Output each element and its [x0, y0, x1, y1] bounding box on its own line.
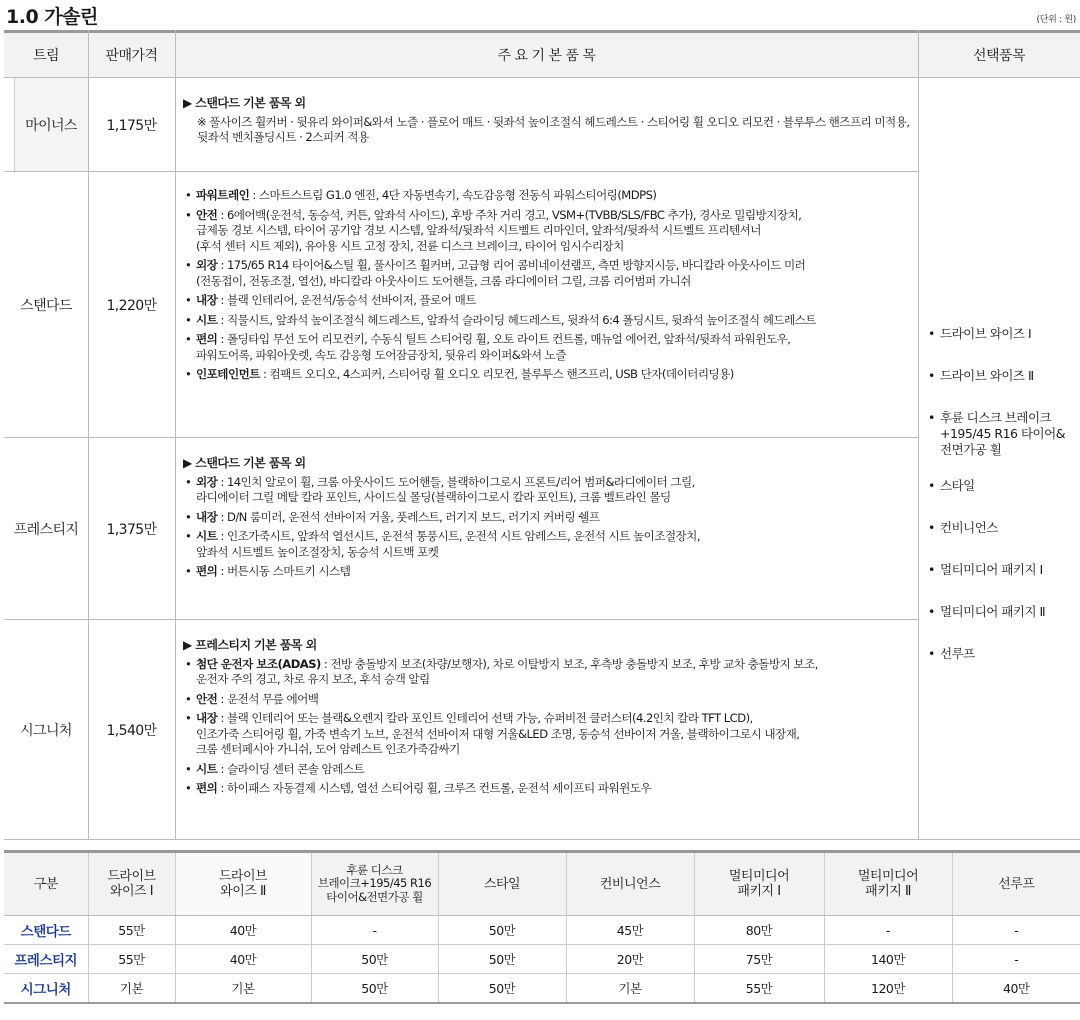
col-header: 드라이브 와이즈 Ⅱ [175, 852, 311, 916]
col-header: 선루프 [952, 852, 1080, 916]
col-header: 멀티미디어 패키지 Ⅱ [824, 852, 952, 916]
trim-name: 시그니처 [20, 722, 72, 739]
price-cell: 50만 [438, 974, 566, 1003]
exclusion-note: ※ 풀사이즈 휠커버 · 뒷유리 와이퍼&와셔 노즐 · 플로어 매트 · 뒷좌석 높이조절식 헤드레스트 · 스티어링 휠 오디오 리모컨 · 블루투스 핸즈프리 미적용, 뒷좌석 벤치폴딩시트 · 2스피커 적용 [197, 114, 910, 144]
option-item: • 스타일 [928, 478, 1065, 494]
row-trim: 시그니처 [4, 974, 88, 1003]
price-cell: 55만 [694, 974, 824, 1003]
spec-item: • 인포테인먼트 : 컴팩트 오디오, 4스피커, 스티어링 휠 오디오 리모컨, 블루투스 핸즈프리, USB 단자(데이터리딩용) [183, 367, 918, 383]
option-price-table [4, 850, 1080, 1004]
price-cell: 20만 [566, 945, 694, 974]
table-row [4, 916, 1080, 945]
col-header: 후륜 디스크 브레이크+195/45 R16 타이어&전면가공 휠 [311, 852, 438, 916]
divider [918, 30, 919, 840]
divider [88, 30, 89, 840]
spec-item: • 파워트레인 : 스마트스트림 G1.0 엔진, 4단 자동변속기, 속도감응형 전동식 파워스티어링(MDPS) [183, 188, 918, 204]
table-row [4, 945, 1080, 974]
header-price: 판매가격 [105, 48, 158, 64]
price-cell: 50만 [438, 945, 566, 974]
price-cell: 50만 [311, 945, 438, 974]
trim-price: 1,175만 [106, 117, 157, 134]
option-item: • 후륜 디스크 브레이크 +195/45 R16 타이어& 전면가공 휠 [928, 410, 1065, 458]
price-cell: 55만 [88, 916, 175, 945]
header-trim: 트림 [32, 48, 60, 64]
price-cell: 80만 [694, 916, 824, 945]
price-cell: - [952, 945, 1080, 974]
header-options: 선택품목 [972, 48, 1026, 64]
spec-item: • 첨단 운전자 보조(ADAS) : 전방 충돌방지 보조(차량/보행자), 차로 이탈방지 보조, 후측방 충돌방지 보조, 후방 교차 충돌방지 보조, 운전자 주의 경고, 차로 유지 보조, 후석 승객 알림 [183, 657, 918, 688]
col-header: 스타일 [438, 852, 566, 916]
spec-item: • 시트 : 슬라이딩 센터 콘솔 암레스트 [183, 762, 918, 778]
price-cell: 50만 [311, 974, 438, 1003]
spec-item: • 외장 : 14인치 알로이 휠, 크롬 아웃사이드 도어핸들, 블랙하이그로시 프론트/리어 범퍼&라디에이터 그릴, 라디에이터 그릴 메탈 칼라 포인트, 사이드실 몰딩(블랙하이그로시 칼라 포인트), 크롬 벨트라인 몰딩 [183, 475, 918, 506]
spec-item: • 시트 : 직물시트, 앞좌석 높이조절식 헤드레스트, 앞좌석 슬라이딩 헤드레스트, 뒷좌석 6:4 폴딩시트, 뒷좌석 높이조절식 헤드레스트 [183, 313, 918, 329]
trim-price: 1,540만 [106, 722, 157, 739]
col-header: 드라이브 와이즈 Ⅰ [88, 852, 175, 916]
sub-heading: ▶ 프레스티지 기본 품목 외 [183, 638, 317, 652]
trim-content [175, 438, 918, 619]
trim-content [175, 172, 918, 437]
option-item: • 멀티미디어 패키지 Ⅰ [928, 562, 1065, 578]
sub-heading: ▶ 스탠다드 기본 품목 외 [183, 456, 306, 470]
price-cell: 40만 [175, 916, 311, 945]
table-row [4, 974, 1080, 1003]
price-cell: 50만 [438, 916, 566, 945]
page-title: 1.0 가솔린 [6, 6, 98, 28]
trim-price: 1,220만 [106, 297, 157, 314]
price-cell: 기본 [88, 974, 175, 1003]
spec-item: • 내장 : D/N 룸미러, 운전석 선바이저 거울, 풋레스트, 러기지 보드, 러기지 커버링 쉘프 [183, 510, 918, 526]
row-trim: 프레스티지 [4, 945, 88, 974]
spec-item: • 시트 : 인조가죽시트, 앞좌석 열선시트, 운전석 통풍시트, 운전석 시트 암레스트, 운전석 시트 높이조절장치, 앞좌석 시트벨트 높이조절장치, 동승석 시트백 포켓 [183, 529, 918, 560]
spec-item: • 내장 : 블랙 인테리어, 운전석/동승석 선바이저, 플로어 매트 [183, 293, 918, 309]
price-cell: 120만 [824, 974, 952, 1003]
trim-name: 프레스티지 [13, 521, 79, 538]
row-trim: 스탠다드 [4, 916, 88, 945]
option-item: • 멀티미디어 패키지 Ⅱ [928, 604, 1065, 620]
col-header: 구분 [4, 852, 88, 916]
option-item: • 선루프 [928, 646, 1065, 662]
price-cell: 45만 [566, 916, 694, 945]
unit-label: (단위 : 원) [1036, 15, 1076, 25]
spec-item: • 내장 : 블랙 인테리어 또는 블랙&오렌지 칼라 포인트 인테리어 선택 가능, 슈퍼비전 클러스터(4.2인치 칼라 TFT LCD), 인조가죽 스티어링 휠, 가죽 변속기 노브, 운전석 선바이저 대형 거울&LED 조명, 동승석 선바이저 거울, 블랙하이그로시 내장재, 크롬 센터페시아 가니쉬, 도어 암레스트 인조가죽감싸기 [183, 711, 918, 758]
spec-item: • 안전 : 6에어백(운전석, 동승석, 커튼, 앞좌석 사이드), 후방 주차 거리 경고, VSM+(TVBB/SLS/FBC 추가), 경사로 밀림방지장치, 급제동 경보 시스템, 타이어 공기압 경보 시스템, 앞좌석/뒷좌석 시트벨트 리마인더, 앞좌석/뒷좌석 시트벨트 프리텐셔너 (후석 센터 시트 제외), 유아용 시트 고정 장치, 전륜 디스크 브레이크, 타이어 임시수리장치 [183, 208, 918, 255]
trim-name: 스탠다드 [20, 297, 72, 314]
spec-item: • 편의 : 폴딩타입 무선 도어 리모컨키, 수동식 틸트 스티어링 휠, 오토 라이트 컨트롤, 매뉴얼 에어컨, 앞좌석/뒷좌석 파워윈도우, 파워도어록, 파워아웃렛, 속도 감응형 도어잠금장치, 뒷유리 와이퍼&와셔 노즐 [183, 332, 918, 363]
spec-item: • 안전 : 운전석 무릎 에어백 [183, 692, 918, 708]
options-list [928, 326, 1065, 688]
price-cell: 기본 [566, 974, 694, 1003]
divider [175, 30, 176, 840]
option-item: • 컨비니언스 [928, 520, 1065, 536]
option-item: • 드라이브 와이즈 Ⅰ [928, 326, 1065, 342]
price-cell: - [311, 916, 438, 945]
price-cell: 40만 [175, 945, 311, 974]
trim-content [175, 78, 918, 171]
option-item: • 드라이브 와이즈 Ⅱ [928, 368, 1065, 384]
trim-name: 마이너스 [25, 117, 77, 134]
trim-content [175, 620, 918, 839]
col-header: 멀티미디어 패키지 Ⅰ [694, 852, 824, 916]
price-cell: 40만 [952, 974, 1080, 1003]
sub-heading: ▶ 스탠다드 기본 품목 외 [183, 96, 306, 110]
price-cell: 140만 [824, 945, 952, 974]
col-header: 컨비니언스 [566, 852, 694, 916]
price-cell: - [952, 916, 1080, 945]
header-main-items: 주 요 기 본 품 목 [497, 48, 596, 64]
spec-item: • 편의 : 버튼시동 스마트키 시스템 [183, 564, 918, 580]
price-cell: 75만 [694, 945, 824, 974]
options-column [918, 78, 1080, 840]
spec-item: • 편의 : 하이패스 자동결제 시스템, 열선 스티어링 휠, 크루즈 컨트롤, 운전석 세이프티 파워윈도우 [183, 781, 918, 797]
price-cell: 기본 [175, 974, 311, 1003]
trim-price: 1,375만 [106, 521, 157, 538]
price-cell: - [824, 916, 952, 945]
price-table-header [4, 852, 1080, 916]
price-cell: 55만 [88, 945, 175, 974]
spec-item: • 외장 : 175/65 R14 타이어&스틸 휠, 풀사이즈 휠커버, 고급형 리어 콤비네이션램프, 측면 방향지시등, 바디칼라 아웃사이드 미러 (전동접이, 전동조절, 열선), 바디칼라 아웃사이드 도어핸들, 크롬 라디에이터 그릴, 크롬 리어범퍼 가니쉬 [183, 258, 918, 289]
